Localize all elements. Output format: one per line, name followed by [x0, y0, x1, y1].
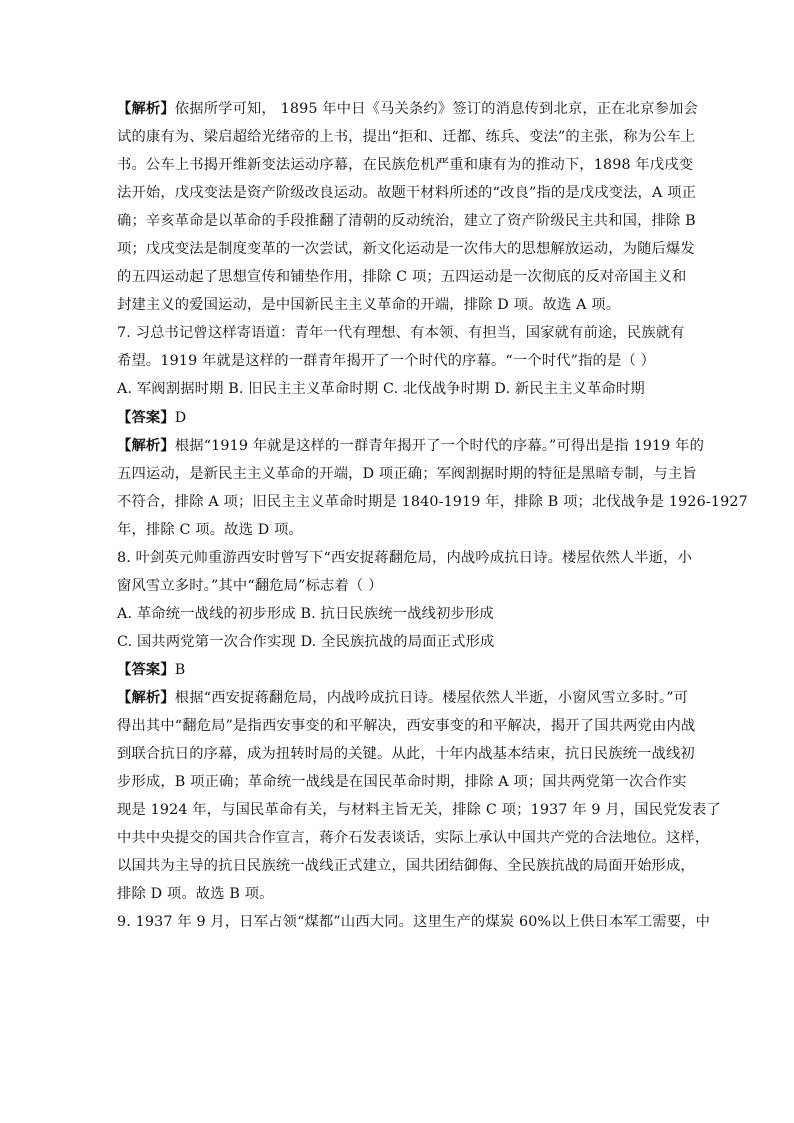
line-text: 试的康有为、梁启超给光绪帝的上书，提出“拒和、迁都、练兵、变法”的主张，称为公车上 [117, 129, 696, 146]
line-text: 封建主义的爱国运动，是中国新民主主义革命的开端，排除 D 项。故选 A 项。 [117, 297, 621, 314]
text-line [117, 291, 683, 319]
line-text: 中共中央提交的国共合作宣言，蒋介石发表谈话，实际上承认中国共产党的合法地位。这样， [117, 830, 710, 847]
line-text: 排除 D 项。故选 B 项。 [117, 886, 274, 903]
line-text: 的五四运动起了思想宣传和铺垫作用，排除 C 项；五四运动是一次彻底的反对帝国主义和 [117, 269, 687, 286]
text-line [117, 516, 683, 544]
text-line [117, 123, 696, 151]
text-line [117, 151, 694, 179]
line-text: 法开始，戊戌变法是资产阶级改良运动。故题干材料所述的“改良”指的是戊戌变法，A 项正 [117, 185, 697, 202]
answer-line [117, 404, 683, 432]
line-text: 以国共为主导的抗日民族统一战线正式建立，国共团结御侮、全民族抗战的局面开始形成， [117, 858, 695, 875]
section-tag: 【解析】 [117, 437, 175, 454]
text-line [117, 460, 697, 488]
line-text: 窗风雪立多时。”其中“翻危局”标志着（ ） [117, 577, 383, 594]
question-line [117, 544, 693, 572]
answer-line [117, 656, 683, 684]
document-page [117, 95, 748, 936]
line-text: 得出其中“翻危局”是指西安事变的和平解决，西安事变的和平解决，揭开了国共两党由内战 [117, 718, 696, 735]
text-line [117, 432, 705, 460]
line-text: 根据“1919 年就是这样的一群青年揭开了一个时代的序幕。”可得出是指 1919 年的 [174, 437, 705, 454]
line-text: 9. 1937 年 9 月，日军占领“煤都”山西大同。这里生产的煤炭 60%以上供日本军工需要，中 [117, 914, 711, 931]
line-text: 确；辛亥革命是以革命的手段推翻了清朝的反动统治，建立了资产阶级民主共和国，排除 B [117, 213, 696, 230]
line-text: A. 军阀割据时期 B. 旧民主主义革命时期 C. 北伐战争时期 D. 新民主主义革命时期 [117, 381, 645, 398]
text-line [117, 235, 695, 263]
text-line [117, 740, 695, 768]
options-line [117, 375, 683, 403]
line-text: 希望。1919 年就是这样的一群青年揭开了一个时代的序幕。“一个时代”指的是（ ） [117, 353, 656, 370]
text-line [117, 207, 696, 235]
line-text: 依据所学可知， 1895 年中日《马关条约》签订的消息传到北京，正在北京参加会 [174, 101, 698, 117]
question-line [117, 319, 683, 347]
line-text: 项；戊戌变法是制度变革的一次尝试，新文化运动是一次伟大的思想解放运动，为随后爆发 [117, 241, 695, 258]
answer-value: D [174, 409, 187, 426]
section-tag: 【答案】 [117, 409, 175, 426]
line-text: 书。公车上书揭开维新变法运动序幕，在民族危机严重和康有为的推动下，1898 年戊戌变 [117, 157, 694, 174]
text-line [117, 179, 697, 207]
text-line [117, 852, 695, 880]
text-line [117, 95, 698, 123]
text-line [117, 684, 689, 712]
text-line [117, 880, 683, 908]
question-line [117, 572, 683, 600]
text-line [117, 488, 748, 516]
text-line [117, 768, 687, 796]
line-text: 五四运动，是新民主主义革命的开端，D 项正确；军阀割据时期的特征是黑暗专制，与主旨 [117, 465, 697, 482]
question-line [117, 908, 711, 936]
text-line [117, 796, 721, 824]
line-text: 8. 叶剑英元帅重游西安时曾写下“西安捉蒋翻危局，内战吟成抗日诗。楼屋依然人半逝，小 [117, 549, 693, 566]
line-text: 不符合，排除 A 项；旧民主主义革命时期是 1840-1919 年，排除 B 项；北伐战争是 1926-1927 [117, 493, 748, 510]
section-tag: 【解析】 [117, 101, 175, 117]
section-tag: 【解析】 [117, 689, 175, 706]
section-tag: 【答案】 [117, 661, 175, 678]
line-text: 7. 习总书记曾这样寄语道：青年一代有理想、有本领、有担当，国家就有前途，民族就有 [117, 325, 685, 342]
line-text: 根据“西安捉蒋翻危局，内战吟成抗日诗。楼屋依然人半逝，小窗风雪立多时。”可 [174, 689, 689, 706]
line-text: 到联合抗日的序幕，成为扭转时局的关键。从此，十年内战基本结束，抗日民族统一战线初 [117, 746, 695, 763]
line-text: C. 国共两党第一次合作实现 D. 全民族抗战的局面正式形成 [117, 633, 495, 650]
options-line [117, 600, 683, 628]
line-text: 步形成，B 项正确；革命统一战线是在国民革命时期，排除 A 项；国共两党第一次合作实 [117, 774, 687, 791]
text-line [117, 712, 696, 740]
text-line [117, 263, 687, 291]
question-line [117, 347, 683, 375]
answer-value: B [174, 661, 186, 678]
text-line [117, 824, 710, 852]
options-line [117, 628, 683, 656]
line-text: 年，排除 C 项。故选 D 项。 [117, 521, 303, 538]
line-text: A. 革命统一战线的初步形成 B. 抗日民族统一战线初步形成 [117, 605, 494, 622]
line-text: 现是 1924 年，与国民革命有关，与材料主旨无关，排除 C 项；1937 年 9 月，国民党发表了 [117, 802, 721, 819]
